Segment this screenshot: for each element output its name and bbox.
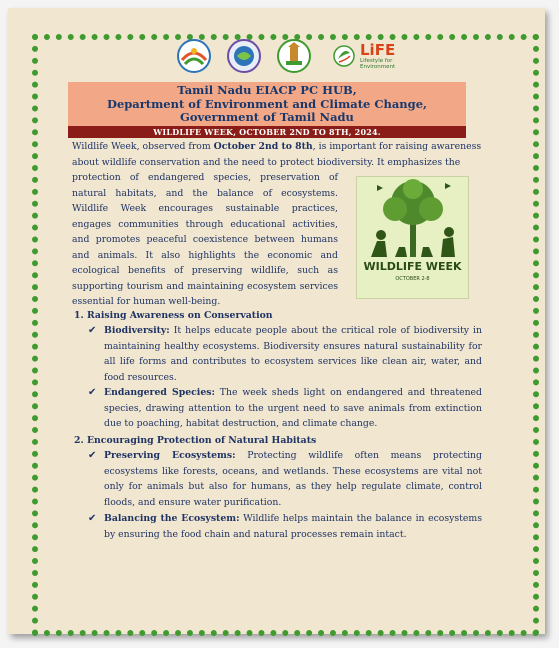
intro-text-post: , is important for raising awareness — [312, 141, 482, 152]
intro-dates: October 2nd to 8th — [213, 141, 313, 152]
eiacp-logo-icon — [176, 38, 212, 74]
poster-date: OCTOBER 2-8 — [395, 276, 430, 282]
item-text: It helps educate people about the critical role of biodiversity in maintaining healthy ecosystems. Biodiversity ensures natural sustainability for all life forms and contributes to ecosystem services like clean air, water, and food resources. — [104, 325, 482, 383]
checkmark-icon: ✔ — [88, 450, 97, 461]
checkmark-icon: ✔ — [88, 513, 97, 524]
tamil-nadu-seal-icon — [276, 38, 312, 74]
item-title: Balancing the Ecosystem: — [104, 513, 240, 524]
section-heading-1: 1. Raising Awareness on Conservation — [74, 310, 273, 321]
section-heading-2: 2. Encouraging Protection of Natural Habitats — [74, 435, 317, 446]
logo-row — [176, 36, 436, 76]
intro-line-2: about wildlife conservation and the need to protect biodiversity. It emphasizes the — [72, 156, 461, 168]
life-logo-title: LiFE — [360, 40, 396, 59]
event-banner: WILDLIFE WEEK, OCTOBER 2ND TO 8TH, 2024. — [68, 126, 466, 138]
tree-with-animals-icon — [357, 177, 468, 261]
leaf-globe-icon — [332, 44, 356, 68]
item-title: Endangered Species: — [104, 387, 215, 398]
checkmark-icon: ✔ — [88, 387, 97, 398]
item-title: Preserving Ecosystems: — [104, 450, 236, 461]
header-line-1: Tamil Nadu EIACP PC HUB, — [177, 83, 357, 97]
list-item-preserving-ecosystems — [90, 448, 482, 510]
intro-line-1 — [72, 139, 482, 155]
life-logo-subtitle: Lifestyle for Environment — [360, 57, 396, 70]
header-line-2: Department of Environment and Climate Change, — [106, 96, 428, 111]
document-header — [68, 82, 466, 128]
item-title: Biodiversity: — [104, 325, 170, 336]
department-emblem-icon — [226, 38, 262, 74]
header-line-3: Government of Tamil Nadu — [180, 110, 354, 124]
item-text: Wildlife helps maintain the balance in ecosystems by ensuring the food chain and natural processes remain intact. — [104, 513, 482, 540]
item-text: The week sheds light on endangered and threatened species, drawing attention to the urgent need to save animals from extinction due to poaching, habitat destruction, and climate change. — [104, 387, 483, 429]
poster-title: WILDLIFE WEEK — [363, 260, 462, 273]
intro-rest: protection of endangered species, preservation of natural habitats, and the balance of ecosystems. Wildlife Week encourages sustainable practices, engages communities through educational activities, and promotes peaceful coexistence between humans and animals. It also highlights the economic and ecological benefits of preserving wildlife, such as supporting tourism and maintaining ecosystem services essential for human well-being. — [72, 172, 338, 307]
item-text: Protecting wildlife often means protecting ecosystems like forests, oceans, and wetlands. These ecosystems are vital not only for animals but also for humans, as they help regulate climate, control floods, and ensure water purification. — [104, 450, 482, 508]
intro-text-pre: Wildlife Week, observed from — [72, 141, 214, 152]
life-logo — [332, 40, 404, 70]
list-item-endangered-species — [90, 385, 482, 432]
checkmark-icon: ✔ — [88, 325, 97, 336]
wildlife-week-poster — [356, 176, 469, 299]
list-item-biodiversity — [90, 323, 482, 385]
list-item-balancing-ecosystem — [90, 511, 482, 542]
